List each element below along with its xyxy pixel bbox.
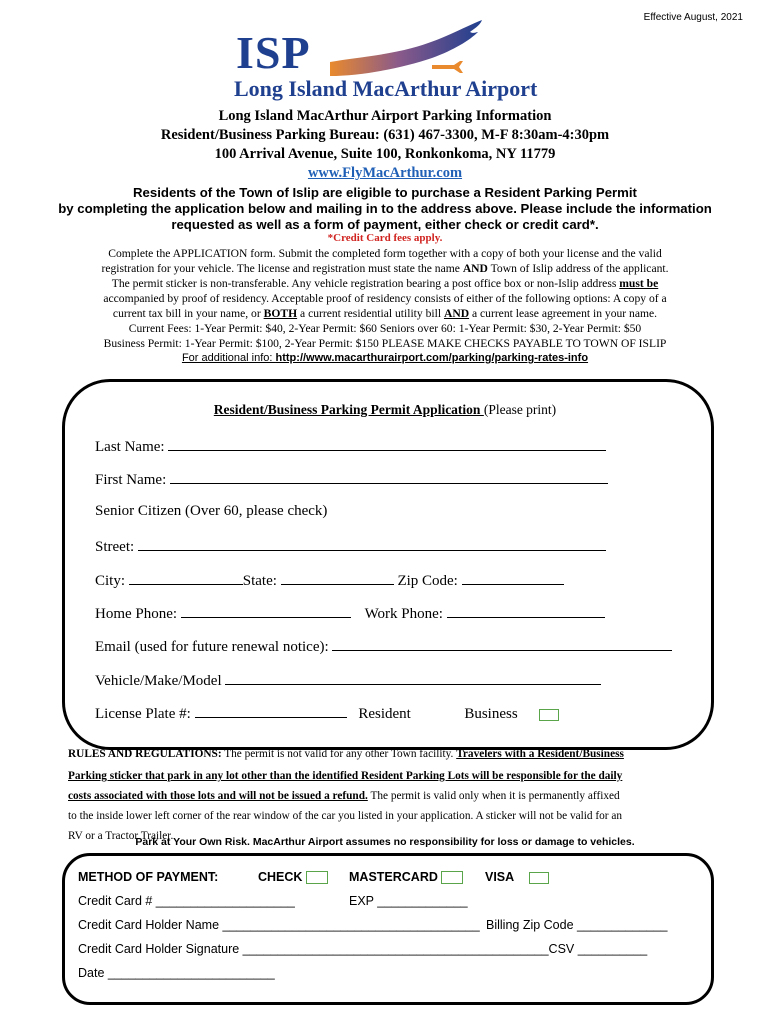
city-label: City: [95,573,126,589]
state-label: State: [242,573,277,589]
additional-info: For additional info: http://www.macarthurairport.com/parking/parking-rates-info [181,352,589,364]
rates-info-link[interactable]: http://www.macarthurairport.com/parking/parking-rates-info [275,352,589,364]
license-plate-row[interactable] [95,703,559,723]
last-name-field[interactable]: Last Name: [95,436,606,456]
mastercard-option[interactable]: MASTERCARD [349,870,463,884]
visa-option[interactable]: VISA [485,870,549,884]
check-option[interactable]: CHECK [258,870,328,884]
credit-card-number-field[interactable]: Credit Card # ____________________ [78,894,295,908]
airport-logo [232,18,538,104]
instructions-line-3: The permit sticker is non-transferable. Any vehicle registration bearing a post office box or non-Islip address must be [111,277,659,290]
zip-label: Zip Code: [397,573,458,589]
mastercard-checkbox[interactable] [441,871,463,884]
street-field[interactable]: Street: [95,536,606,556]
visa-checkbox[interactable] [529,872,549,884]
billing-zip-field[interactable]: Billing Zip Code _____________ [486,918,668,932]
intro-line-2: by completing the application below and mailing in to the address above. Please include the information [58,201,712,216]
header-bureau: Resident/Business Parking Bureau: (631) 467-3300, M-F 8:30am-4:30pm [160,127,610,143]
plate-label: License Plate #: [95,706,191,722]
work-phone-label: Work Phone: [364,606,443,622]
airplane-icon [432,61,463,73]
instructions-line-1: Complete the APPLICATION form. Submit the completed form together with a copy of both your license and the valid [108,247,662,260]
business-fees-line: Business Permit: 1-Year Permit: $100, 2-Year Permit: $150 PLEASE MAKE CHECKS PAYABLE TO TOWN OF ISLIP [103,337,667,350]
city-state-zip-row[interactable] [95,570,564,590]
effective-date: Effective August, 2021 [643,12,743,23]
vehicle-field[interactable]: Vehicle/Make/Model [95,670,601,690]
business-checkbox[interactable] [539,709,559,721]
application-box [62,379,714,750]
card-holder-name-field[interactable]: Credit Card Holder Name _____________________________________ [78,918,480,932]
instructions-line-4: accompanied by proof of residency. Acceptable proof of residency consists of either of the following options: A copy of a [103,292,667,305]
payment-method-label: METHOD OF PAYMENT: [78,870,219,884]
senior-citizen-label[interactable]: Senior Citizen (Over 60, please check) [95,503,328,519]
intro-line-3: requested as well as a form of payment, either check or credit card*. [171,217,599,232]
resident-label: Resident [358,706,411,722]
logo-isp: ISP [236,27,311,78]
disclaimer: Park at Your Own Risk. MacArthur Airport assumes no responsibility for loss or damage to vehicles. [135,836,635,848]
website-link[interactable]: www.FlyMacArthur.com [307,165,463,181]
phone-row[interactable] [95,603,605,623]
expiration-field[interactable]: EXP _____________ [349,894,468,908]
instructions-line-2: registration for your vehicle. The license and registration must state the name AND Town of Islip address of the applicant. [101,262,669,275]
date-field[interactable]: Date ________________________ [78,966,275,980]
rules-paragraph: RULES AND REGULATIONS: The permit is not valid for any other Town facility. Travelers with a Resident/Business Parking sticker that park in any lot other than the identified Resident Parking Lots will be responsible for the daily costs associated with those lots and will not be issued a refund. The permit is valid only when it is permanently affixed to the inside lower left corner of the rear window of the car you listed in your application. A sticker will not be valid for an RV or a Tractor Trailer. [68,748,624,842]
header-title: Long Island MacArthur Airport Parking Information [218,108,552,124]
header-address: 100 Arrival Avenue, Suite 100, Ronkonkoma, NY 11779 [214,146,556,162]
email-field[interactable]: Email (used for future renewal notice): [95,636,672,656]
fees-line: Current Fees: 1-Year Permit: $40, 2-Year Permit: $60 Seniors over 60: 1-Year Permit: $30, 2-Year Permit: $50 [128,322,642,335]
signature-csv-field[interactable]: Credit Card Holder Signature ____________________________________________CSV __________ [78,942,648,956]
home-phone-label: Home Phone: [95,606,178,622]
check-checkbox[interactable] [306,871,328,884]
fee-note: *Credit Card fees apply. [327,232,443,244]
first-name-field[interactable]: First Name: [95,469,608,489]
instructions-line-5: current tax bill in your name, or BOTH a current residential utility bill AND a current lease agreement in your name. [112,307,658,320]
application-title: Resident/Business Parking Permit Application (Please print) [213,402,557,417]
business-label: Business [464,706,518,722]
intro-line-1: Residents of the Town of Islip are eligible to purchase a Resident Parking Permit [133,185,637,200]
logo-airport-name: Long Island MacArthur Airport [234,76,538,101]
